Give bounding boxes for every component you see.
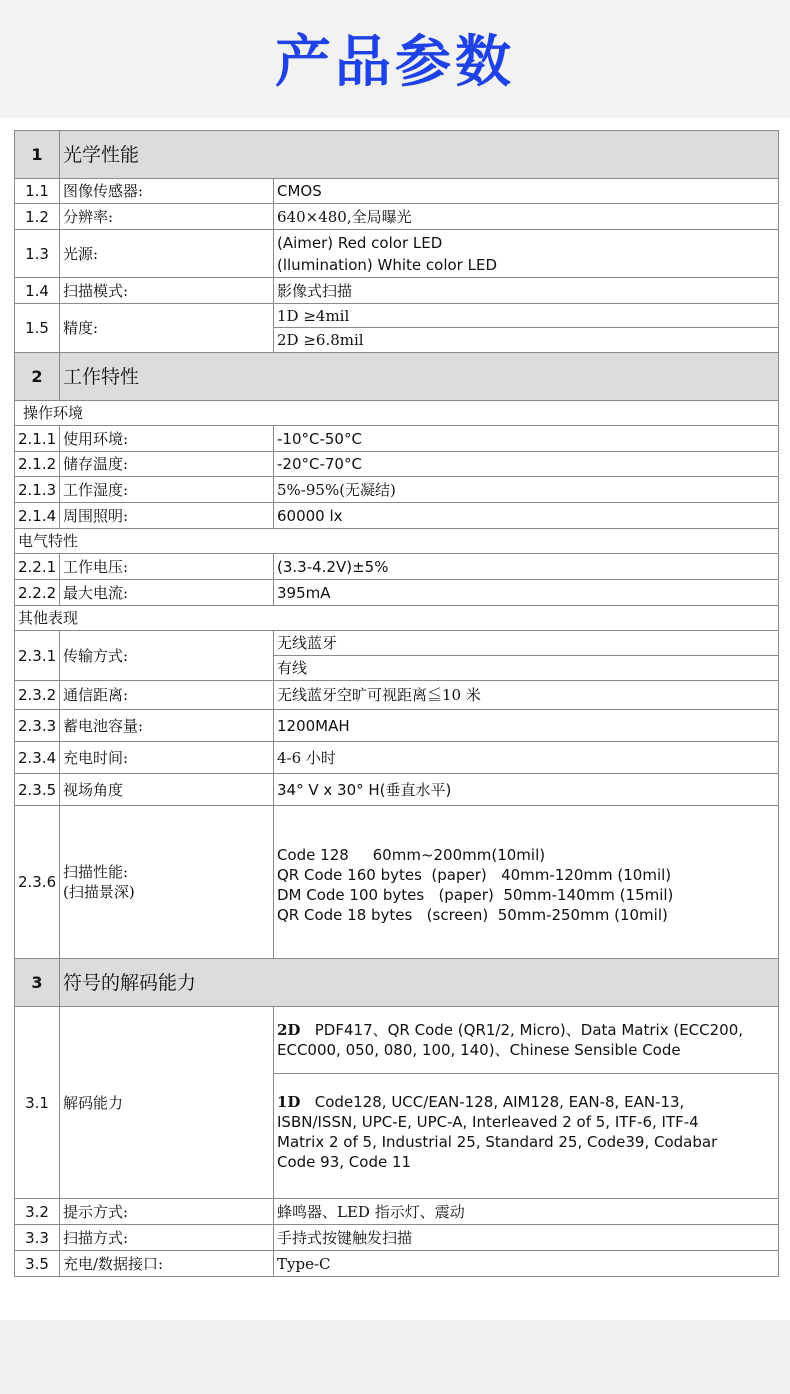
group-title: 电气特性 bbox=[15, 529, 779, 554]
value-line: QR Code 160 bytes (paper) 40mm-120mm (10mil) bbox=[277, 866, 672, 884]
table-row bbox=[15, 774, 779, 806]
row-number: 2.1.3 bbox=[15, 477, 60, 503]
row-value: 有线 bbox=[274, 656, 779, 681]
table-row bbox=[15, 631, 779, 656]
value-line: Code128, UCC/EAN-128, AIM128, EAN-8, EAN-13, bbox=[314, 1093, 685, 1111]
row-number: 2.3.3 bbox=[15, 710, 60, 742]
row-value: 1200MAH bbox=[274, 710, 779, 742]
row-value: 640×480,全局曝光 bbox=[274, 204, 779, 230]
table-row bbox=[15, 204, 779, 230]
label-line: 扫描性能: bbox=[63, 863, 129, 881]
table-row bbox=[15, 179, 779, 204]
table-row bbox=[15, 710, 779, 742]
table-row bbox=[15, 278, 779, 304]
row-label: 光源: bbox=[60, 230, 274, 278]
row-label: 最大电流: bbox=[60, 580, 274, 606]
row-number: 1.5 bbox=[15, 304, 60, 353]
row-value: 60000 lx bbox=[274, 503, 779, 529]
group-title: 其他表现 bbox=[15, 606, 779, 631]
row-value: Type-C bbox=[274, 1251, 779, 1277]
table-row bbox=[15, 580, 779, 606]
value-line: Matrix 2 of 5, Industrial 25, Standard 25, Code39, Codabar bbox=[277, 1133, 718, 1151]
row-number: 3.2 bbox=[15, 1199, 60, 1225]
table-row bbox=[15, 554, 779, 580]
row-label: 工作湿度: bbox=[60, 477, 274, 503]
section-header bbox=[15, 131, 779, 179]
row-label: 储存温度: bbox=[60, 452, 274, 477]
page-title: 产品参数 bbox=[275, 30, 515, 95]
value-line: Code 128 60mm~200mm(10mil) bbox=[277, 846, 546, 864]
value-line: (Aimer) Red color LED bbox=[277, 233, 443, 252]
row-number: 3.5 bbox=[15, 1251, 60, 1277]
table-row bbox=[15, 452, 779, 477]
table-row bbox=[15, 806, 779, 959]
section-number: 2 bbox=[15, 353, 60, 401]
row-value bbox=[274, 806, 779, 959]
row-value bbox=[274, 230, 779, 278]
group-header bbox=[15, 606, 779, 631]
row-number: 3.3 bbox=[15, 1225, 60, 1251]
value-line: PDF417、QR Code (QR1/2, Micro)、Data Matrix (ECC200, bbox=[314, 1021, 744, 1039]
row-label: 工作电压: bbox=[60, 554, 274, 580]
decode-tag: 2D bbox=[277, 1021, 301, 1039]
row-label: 通信距离: bbox=[60, 681, 274, 710]
section-title: 工作特性 bbox=[60, 353, 779, 401]
section-header bbox=[15, 353, 779, 401]
row-number: 2.3.6 bbox=[15, 806, 60, 959]
table-row bbox=[15, 503, 779, 529]
row-number: 1.1 bbox=[15, 179, 60, 204]
group-header bbox=[15, 529, 779, 554]
row-number: 2.3.1 bbox=[15, 631, 60, 681]
row-number: 2.2.2 bbox=[15, 580, 60, 606]
row-label: 使用环境: bbox=[60, 426, 274, 452]
table-row bbox=[15, 1199, 779, 1225]
row-value: 2D ≥6.8mil bbox=[274, 328, 779, 353]
group-header bbox=[15, 401, 779, 426]
row-value: 无线蓝牙空旷可视距离≦10 米 bbox=[274, 681, 779, 710]
table-row bbox=[15, 230, 779, 278]
section-header bbox=[15, 959, 779, 1007]
table-row bbox=[15, 1007, 779, 1074]
row-number: 1.2 bbox=[15, 204, 60, 230]
section-number: 3 bbox=[15, 959, 60, 1007]
row-label: 分辨率: bbox=[60, 204, 274, 230]
table-row bbox=[15, 477, 779, 503]
row-value: 1D ≥4mil bbox=[274, 304, 779, 328]
table-row bbox=[15, 681, 779, 710]
value-line: DM Code 100 bytes (paper) 50mm-140mm (15mil) bbox=[277, 886, 674, 904]
value-line: (llumination) White color LED bbox=[277, 255, 497, 274]
row-value: -10°C-50°C bbox=[274, 426, 779, 452]
decode-1d-block bbox=[274, 1074, 779, 1199]
row-label: 视场角度 bbox=[60, 774, 274, 806]
table-row bbox=[15, 426, 779, 452]
row-value: 蜂鸣器、LED 指示灯、震动 bbox=[274, 1199, 779, 1225]
decode-2d-block bbox=[274, 1007, 779, 1074]
header-banner bbox=[0, 0, 790, 118]
table-row bbox=[15, 304, 779, 328]
value-line: Code 93, Code 11 bbox=[277, 1153, 412, 1171]
row-label: 扫描方式: bbox=[60, 1225, 274, 1251]
row-number: 3.1 bbox=[15, 1007, 60, 1199]
decode-tag: 1D bbox=[277, 1093, 301, 1111]
value-line: ECC000, 050, 080, 100, 140)、Chinese Sensible Code bbox=[277, 1041, 681, 1059]
row-number: 2.1.4 bbox=[15, 503, 60, 529]
row-value: -20°C-70°C bbox=[274, 452, 779, 477]
value-line: ISBN/ISSN, UPC-E, UPC-A, Interleaved 2 of 5, ITF-6, ITF-4 bbox=[277, 1113, 699, 1131]
row-number: 2.3.5 bbox=[15, 774, 60, 806]
row-value: 34° V x 30° H(垂直水平) bbox=[274, 774, 779, 806]
row-label: 精度: bbox=[60, 304, 274, 353]
row-value: (3.3-4.2V)±5% bbox=[274, 554, 779, 580]
group-title: 操作环境 bbox=[15, 401, 779, 426]
section-title: 符号的解码能力 bbox=[60, 959, 779, 1007]
row-value: CMOS bbox=[274, 179, 779, 204]
table-row bbox=[15, 1225, 779, 1251]
row-number: 2.3.2 bbox=[15, 681, 60, 710]
row-value: 手持式按键触发扫描 bbox=[274, 1225, 779, 1251]
row-number: 1.3 bbox=[15, 230, 60, 278]
row-label: 图像传感器: bbox=[60, 179, 274, 204]
row-label: 充电/数据接口: bbox=[60, 1251, 274, 1277]
spec-table bbox=[14, 130, 779, 1277]
label-line: (扫描景深) bbox=[63, 883, 135, 901]
section-title: 光学性能 bbox=[60, 131, 779, 179]
row-number: 2.2.1 bbox=[15, 554, 60, 580]
row-label bbox=[60, 806, 274, 959]
row-number: 2.3.4 bbox=[15, 742, 60, 774]
row-value: 影像式扫描 bbox=[274, 278, 779, 304]
value-line: QR Code 18 bytes (screen) 50mm-250mm (10mil) bbox=[277, 906, 668, 924]
row-label: 扫描模式: bbox=[60, 278, 274, 304]
row-number: 2.1.2 bbox=[15, 452, 60, 477]
row-value: 无线蓝牙 bbox=[274, 631, 779, 656]
row-value: 5%-95%(无凝结) bbox=[274, 477, 779, 503]
footer-band bbox=[0, 1320, 790, 1394]
row-label: 周围照明: bbox=[60, 503, 274, 529]
row-label: 充电时间: bbox=[60, 742, 274, 774]
row-label: 提示方式: bbox=[60, 1199, 274, 1225]
row-number: 1.4 bbox=[15, 278, 60, 304]
section-number: 1 bbox=[15, 131, 60, 179]
row-number: 2.1.1 bbox=[15, 426, 60, 452]
table-row bbox=[15, 742, 779, 774]
row-label: 传输方式: bbox=[60, 631, 274, 681]
table-row bbox=[15, 1251, 779, 1277]
row-value: 4-6 小时 bbox=[274, 742, 779, 774]
row-label: 解码能力 bbox=[60, 1007, 274, 1199]
row-value: 395mA bbox=[274, 580, 779, 606]
row-label: 蓄电池容量: bbox=[60, 710, 274, 742]
